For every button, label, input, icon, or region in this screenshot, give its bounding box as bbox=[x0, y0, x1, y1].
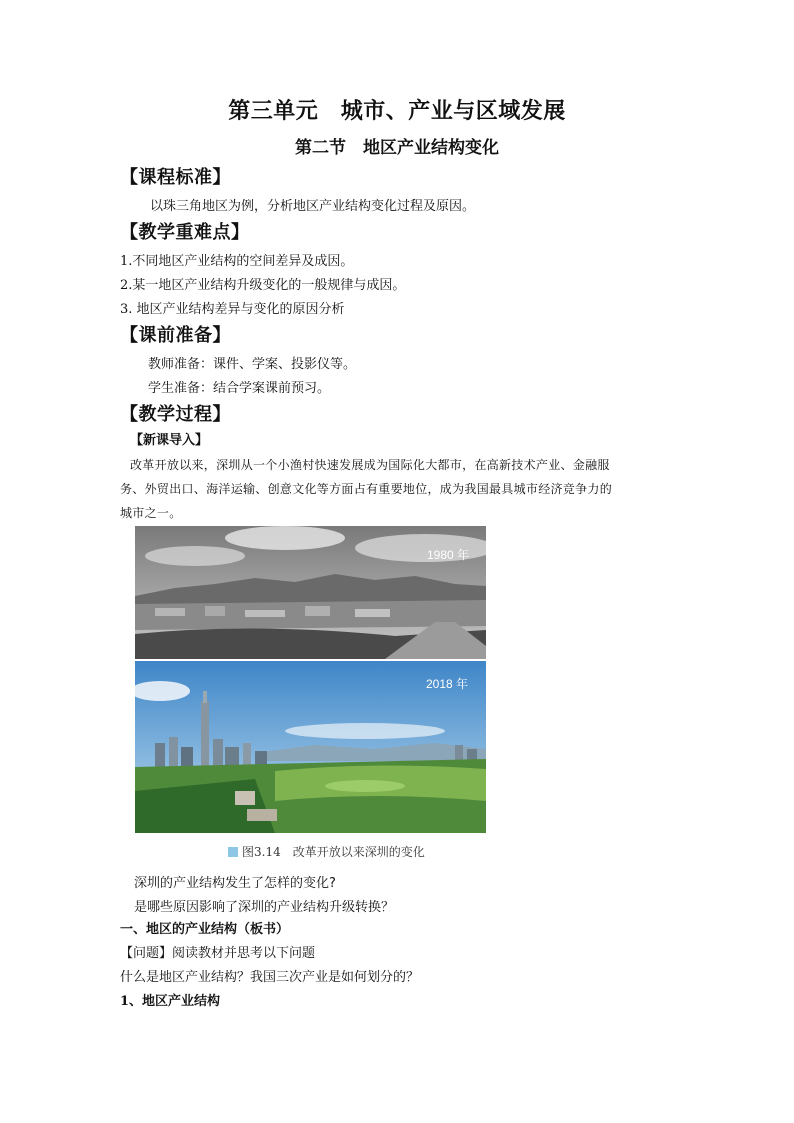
intro-line-1: 改革开放以来，深圳从一个小渔村快速发展成为国际化大都市，在高新技术产业、金融服 bbox=[130, 458, 610, 472]
question-1: 深圳的产业结构发生了怎样的变化? bbox=[134, 876, 336, 891]
question-2: 是哪些原因影响了深圳的产业结构升级转换？ bbox=[134, 900, 395, 915]
intro-line-3: 城市之一。 bbox=[120, 506, 182, 520]
year-1980-label: 1980 年 bbox=[427, 548, 470, 562]
question-text: 什么是地区产业结构？我国三次产业是如何划分的？ bbox=[120, 970, 420, 985]
intro-label: 【新课导入】 bbox=[130, 433, 209, 448]
section-title: 第二节 地区产业结构变化 bbox=[295, 138, 499, 158]
shenzhen-2018-photo bbox=[135, 661, 486, 833]
key-point-2: 2.某一地区产业结构升级变化的一般规律与成因。 bbox=[120, 278, 406, 293]
figure-caption bbox=[228, 843, 425, 860]
year-2018-label: 2018 年 bbox=[426, 677, 469, 691]
sub-heading: 1、地区产业结构 bbox=[120, 994, 221, 1009]
key-point-3: 3. 地区产业结构差异与变化的原因分析 bbox=[120, 302, 345, 317]
unit-title: 第三单元 城市、产业与区域发展 bbox=[228, 98, 566, 124]
caption-marker-icon bbox=[228, 847, 238, 857]
part-one-heading: 一、地区的产业结构（板书） bbox=[120, 922, 290, 937]
intro-line-2: 务、外贸出口、海洋运输、创意文化等方面占有重要地位，成为我国最具城市经济竞争力的 bbox=[120, 482, 613, 496]
standard-heading: 【课程标准】 bbox=[120, 167, 231, 188]
key-points-heading: 【教学重难点】 bbox=[120, 222, 250, 243]
figure-caption-text: 图3.14 改革开放以来深圳的变化 bbox=[242, 845, 425, 859]
student-preparation: 学生准备：结合学案课前预习。 bbox=[148, 381, 331, 396]
shenzhen-1980-photo bbox=[135, 526, 486, 659]
process-heading: 【教学过程】 bbox=[120, 404, 231, 425]
key-point-1: 1.不同地区产业结构的空间差异及成因。 bbox=[120, 254, 354, 269]
teacher-preparation: 教师准备：课件、学案、投影仪等。 bbox=[148, 357, 357, 372]
preparation-heading: 【课前准备】 bbox=[120, 325, 231, 346]
standard-text: 以珠三角地区为例，分析地区产业结构变化过程及原因。 bbox=[150, 199, 476, 214]
question-label: 【问题】阅读教材并思考以下问题 bbox=[120, 946, 316, 961]
